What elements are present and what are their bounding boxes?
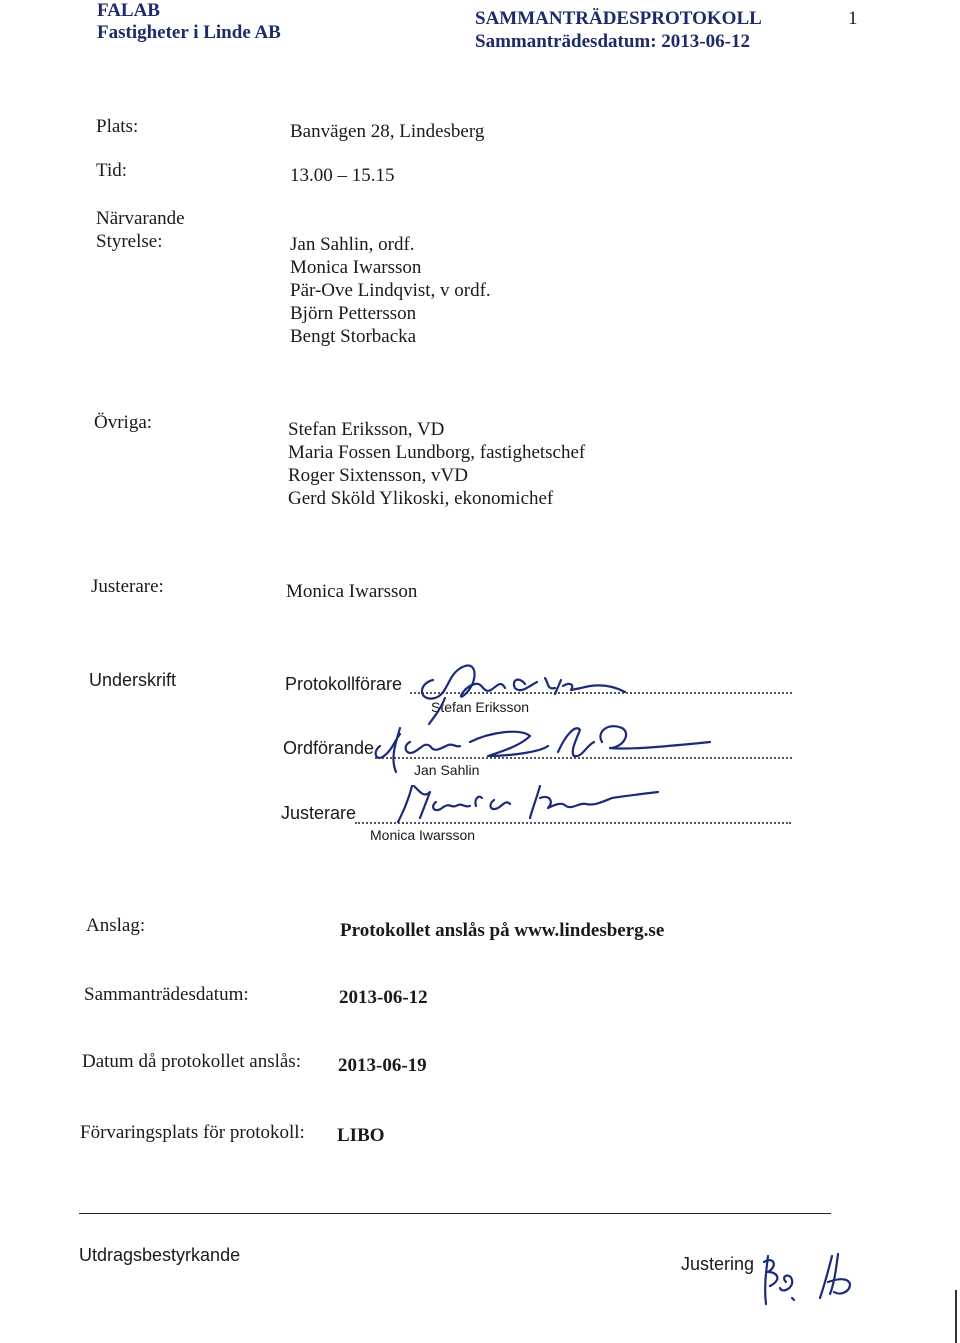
adjuster-sign-name: Monica Iwarsson: [370, 827, 476, 843]
extract-label: Utdragsbestyrkande: [79, 1245, 241, 1265]
others-label: Övriga:: [94, 412, 153, 433]
secretary-label: Protokollförare: [285, 674, 403, 694]
storage-label: Förvaringsplats för protokoll:: [80, 1122, 305, 1143]
other-attendee: Stefan Eriksson, VD: [288, 419, 445, 440]
check-label: Justering: [681, 1254, 755, 1274]
others-list: [288, 418, 585, 510]
board-member: Pär-Ove Lindqvist, v ordf.: [290, 280, 491, 301]
footer-divider: [79, 1213, 831, 1214]
posted-date-label: Datum då protokollet anslås:: [82, 1051, 301, 1072]
meeting-date-line: Sammanträdesdatum: 2013-06-12: [475, 31, 750, 52]
adjuster-signature: [390, 772, 670, 832]
time-label: Tid:: [96, 160, 127, 181]
adjuster-sign-label: Justerare: [281, 803, 357, 823]
document-type: SAMMANTRÄDESPROTOKOLL: [475, 8, 762, 29]
chair-label: Ordförande: [283, 738, 375, 758]
other-attendee: Maria Fossen Lundborg, fastighetschef: [288, 442, 586, 463]
page-number: 1: [848, 8, 858, 29]
board-member: Jan Sahlin, ordf.: [290, 234, 415, 255]
board-member: Björn Pettersson: [290, 303, 417, 324]
company-name: Fastigheter i Linde AB: [97, 22, 281, 43]
posted-date-value: 2013-06-19: [338, 1055, 427, 1076]
edge-mark: [955, 1290, 957, 1343]
chair-name: Jan Sahlin: [414, 762, 480, 778]
other-attendee: Roger Sixtensson, vVD: [288, 465, 468, 486]
place-value: Banvägen 28, Lindesberg: [290, 121, 485, 142]
company-short: FALAB: [97, 0, 160, 21]
meeting-date-label: Sammanträdesdatum:: [84, 984, 249, 1005]
time-value: 13.00 – 15.15: [290, 165, 395, 186]
secretary-name: Stefan Eriksson: [431, 699, 530, 715]
initials-signatures: [752, 1242, 862, 1312]
board-label: [96, 207, 185, 253]
meeting-date-value: 2013-06-12: [339, 987, 428, 1008]
board-label-line-1: Närvarande: [96, 208, 185, 229]
notice-label: Anslag:: [86, 915, 146, 936]
notice-value: Protokollet anslås på www.lindesberg.se: [340, 920, 665, 941]
adjuster-value: Monica Iwarsson: [286, 581, 418, 602]
place-label: Plats:: [96, 116, 139, 137]
other-attendee: Gerd Sköld Ylikoski, ekonomichef: [288, 488, 554, 509]
board-member: Monica Iwarsson: [290, 257, 422, 278]
board-members-list: [290, 233, 491, 348]
storage-value: LIBO: [337, 1125, 385, 1146]
board-label-line-2: Styrelse:: [96, 231, 163, 252]
adjuster-label: Justerare:: [91, 576, 164, 597]
board-member: Bengt Storbacka: [290, 326, 417, 347]
signature-section-label: Underskrift: [89, 670, 177, 690]
